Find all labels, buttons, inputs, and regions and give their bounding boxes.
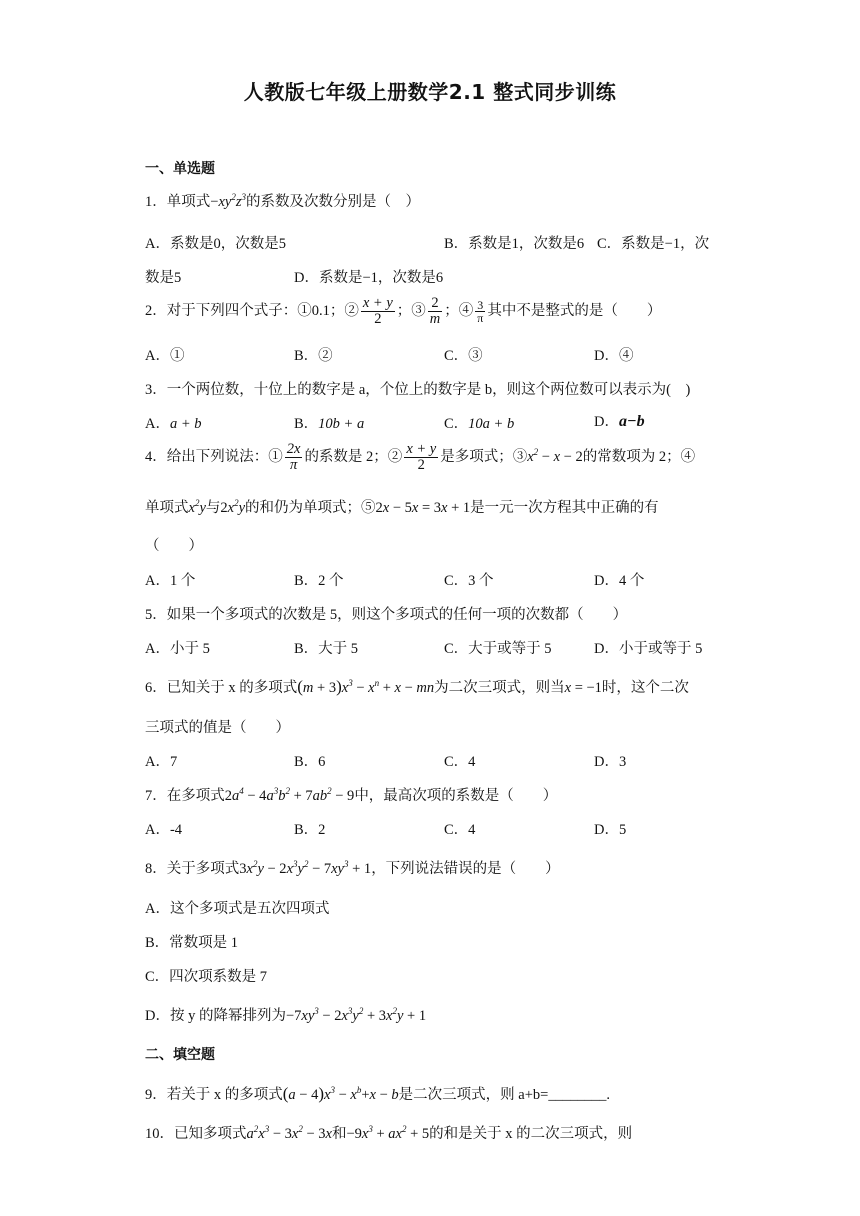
q6-option-d[interactable]: D．3 <box>594 754 627 770</box>
question-1: 1．单项式$-xy^2z^3$的系数及次数分别是（ ） <box>145 192 420 210</box>
q4-fraction-2x-over-pi: $\frac{2x}{\pi}$ <box>286 441 301 474</box>
q4-option-d[interactable]: D．4 个 <box>594 573 645 589</box>
question-2: 2．对于下列四个式子：①0.1；② $\frac{x + y}{2}$ ；③ $\frac{2}{m}$ ；④ $\frac{3}{\pi}$ 其中不是整式的是（ ） <box>145 295 662 328</box>
q4-option-c[interactable]: C．3 个 <box>444 573 494 589</box>
question-8: 8．关于多项式$3x^2y - 2x^3y^2 - 7xy^3 + 1$，下列说法错误的是（ ） <box>145 859 560 877</box>
question-10: 10．已知多项式$a^2x^3 - 3x^2 - 3x$和$-9x^3 + ax^2 + 5$的和是关于 x 的二次三项式，则 <box>145 1124 633 1142</box>
question-6-line-2: 三项式的值是（ ） <box>145 720 290 736</box>
q8-option-a[interactable]: A．这个多项式是五次四项式 <box>145 901 330 917</box>
q1-expression: $-xy^2z^3$ <box>210 192 246 210</box>
q6-option-c[interactable]: C．4 <box>444 754 476 770</box>
q2-option-a[interactable]: A．① <box>145 348 185 364</box>
q1-option-a[interactable]: A．系数是0，次数是5 <box>145 236 286 252</box>
q7-polynomial: $2a^4 - 4a^3b^2 + 7ab^2 - 9$ <box>224 786 355 804</box>
q1-option-c[interactable]: C．系数是−1，次 <box>597 236 710 252</box>
q2-fraction-3-over-pi: $\frac{3}{\pi}$ <box>477 297 484 326</box>
q6-option-a[interactable]: A．7 <box>145 754 178 770</box>
question-7: 7．在多项式$2a^4 - 4a^3b^2 + 7ab^2 - 9$中，最高次项的系数是（ ） <box>145 786 558 804</box>
question-5: 5．如果一个多项式的次数是 5，则这个多项式的任何一项的次数都（ ） <box>145 607 628 623</box>
q4-equation-5: 2x − 5x = 3x + 1 <box>375 500 471 516</box>
q4-option-a[interactable]: A．1 个 <box>145 573 196 589</box>
q2-fraction-2-over-m: $\frac{2}{m}$ <box>429 295 441 328</box>
q8-polynomial: $3x^2y - 2x^3y^2 - 7xy^3 + 1$ <box>239 859 372 877</box>
q2-option-b[interactable]: B．② <box>294 348 333 364</box>
section-heading-fill-in: 二、填空题 <box>145 1047 215 1063</box>
q9-polynomial: $(a - 4)x^3 - x^b+x - b$ <box>282 1084 399 1103</box>
q4-expression-3: $x^2 - x - 2$ <box>527 447 583 466</box>
page-title: 人教版七年级上册数学2.1 整式同步训练 <box>243 80 617 104</box>
q2-option-d[interactable]: D．④ <box>594 348 634 364</box>
q8-option-d[interactable]: D．按 y 的降幂排列为$-7xy^3 - 2x^3y^2 + 3x^2y + 1$ <box>145 1006 427 1024</box>
q4-option-b[interactable]: B．2 个 <box>294 573 344 589</box>
q6-polynomial: $(m + 3)x^3 - x^n + x$ − mn <box>297 677 435 696</box>
q7-option-b[interactable]: B．2 <box>294 822 326 838</box>
q1-option-d[interactable]: D．系数是−1，次数是6 <box>294 270 444 286</box>
q8-option-c[interactable]: C．四次项系数是 7 <box>145 969 268 985</box>
q10-polynomial-2: $-9x^3 + ax^2 + 5$ <box>346 1124 430 1142</box>
q2-option-c[interactable]: C．③ <box>444 348 483 364</box>
q3-option-d[interactable]: D．a−b <box>594 413 645 430</box>
q8-option-b[interactable]: B．常数项是 1 <box>145 935 239 951</box>
question-3: 3．一个两位数，十位上的数字是 a，个位上的数字是 b，则这个两位数可以表示为( ) <box>145 382 691 398</box>
q5-option-d[interactable]: D．小于或等于 5 <box>594 641 703 657</box>
question-4-line-3: （ ） <box>145 538 203 554</box>
q1-option-b[interactable]: B．系数是1，次数是6 <box>444 236 585 252</box>
q1-option-c-continued: 数是5 <box>145 270 182 286</box>
question-4-line-1: 4．给出下列说法：① $\frac{2x}{\pi}$ 的系数是 2；② $\frac{x + y}{2}$ 是多项式；$③x^2 - x - 2$的常数项为 2；④ <box>145 441 696 474</box>
q7-option-c[interactable]: C．4 <box>444 822 476 838</box>
q5-option-a[interactable]: A．小于 5 <box>145 641 210 657</box>
q2-fraction-x-plus-y-over-2: $\frac{x + y}{2}$ <box>362 295 393 328</box>
q10-polynomial-1: $a^2x^3 - 3x^2 - 3x$ <box>246 1124 332 1142</box>
q5-option-c[interactable]: C．大于或等于 5 <box>444 641 552 657</box>
q4-fraction-x-plus-y-over-2: $\frac{x + y}{2}$ <box>406 441 437 474</box>
question-9: 9．若关于 x 的多项式$(a - 4)x^3 - x^b+x - b$是二次三项式，则 a+b=________. <box>145 1084 610 1103</box>
q3-option-a[interactable]: A．a + b <box>145 416 202 432</box>
q5-option-b[interactable]: B．大于 5 <box>294 641 359 657</box>
q7-option-d[interactable]: D．5 <box>594 822 627 838</box>
q8-option-d-expression: $-7xy^3 - 2x^3y^2 + 3x^2y + 1$ <box>285 1006 427 1024</box>
q6-option-b[interactable]: B．6 <box>294 754 326 770</box>
q3-option-b[interactable]: B．10b + a <box>294 416 365 432</box>
question-6-line-1: 6．已知关于 x 的多项式$(m + 3)x^3 - x^n + x$ − mn为二次三项式，则当x = −1时，这个二次 <box>145 677 689 696</box>
section-heading-single-choice: 一、单选题 <box>145 161 215 177</box>
q7-option-a[interactable]: A．-4 <box>145 822 183 838</box>
question-4-line-2: 单项式$x^2y$与$2x^2y$的和仍为单项式；⑤2x − 5x = 3x + 1是一元一次方程其中正确的有 <box>145 498 659 516</box>
q3-option-c[interactable]: C．10a + b <box>444 416 515 432</box>
